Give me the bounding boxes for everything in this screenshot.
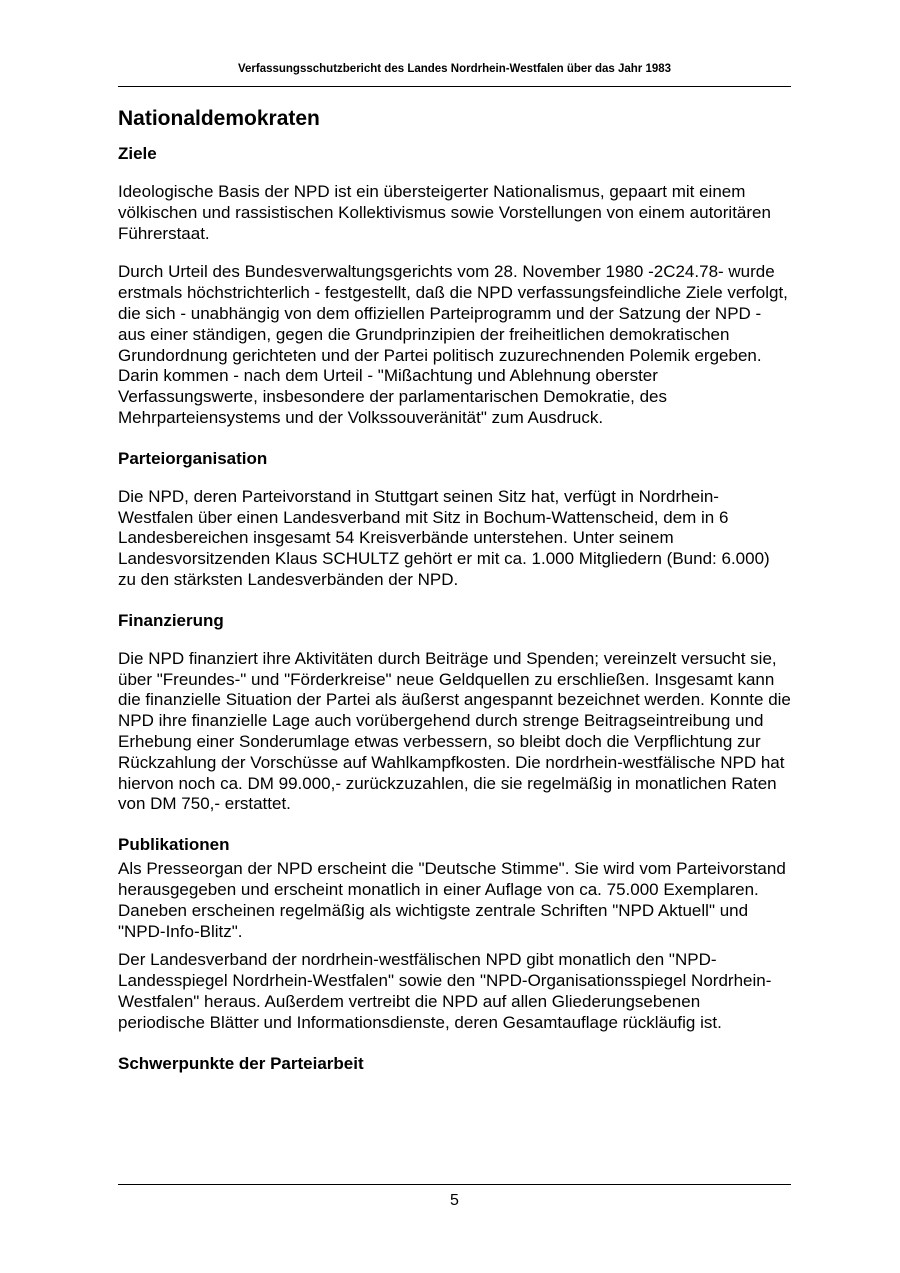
paragraph-ziele-1: Ideologische Basis der NPD ist ein übersteigerter Nationalismus, gepaart mit einem völkischen und rassistischen Kollektivismus sowie Vorstellungen von einem autoritären Führerstaat.: [118, 182, 771, 243]
page-number: 5: [450, 1192, 459, 1209]
footer-divider: [118, 1184, 791, 1185]
section-heading-schwerpunkte: Schwerpunkte der Parteiarbeit: [118, 1053, 364, 1073]
paragraph-ziele-2: Durch Urteil des Bundesverwaltungsgerichts vom 28. November 1980 -2C24.78- wurde erstmals höchstrichterlich - festgestellt, daß die NPD verfassungsfeindliche Ziele verfolgt, die sich - unabhängig von dem offiziellen Parteiprogramm und der Satzung der NPD - aus einer ständigen, gegen die Grundprinzipien der freiheitlichen demokratischen Grundordnung gerichteten und der Partei politisch zuzurechnenden Polemik ergeben. Darin kommen - nach dem Urteil - "Mißachtung und Ablehnung oberster Verfassungswerte, insbesondere der parlamentarischen Demokratie, des Mehrparteiensystems und der Volkssouveränität" zum Ausdruck.: [118, 262, 788, 427]
section-heading-finanzierung: Finanzierung: [118, 610, 224, 630]
paragraph-finanzierung-1: Die NPD finanziert ihre Aktivitäten durch Beiträge und Spenden; vereinzelt versucht sie, über "Freundes-" und "Förderkreise" neue Geldquellen zu erschließen. Insgesamt kann die finanzielle Situation der Partei als äußerst angespannt bezeichnet werden. Konnte die NPD ihre finanzielle Lage auch vorübergehend durch strenge Beitragseintreibung und Erhebung einer Sonderumlage etwas verbessern, so bleibt doch die Verpflichtung zur Rückzahlung der Vorschüsse auf Wahlkampfkosten. Die nordrhein-westfälische NPD hat hiervon noch ca. DM 99.000,- zurückzuzahlen, die sie regelmäßig in monatlichen Raten von DM 750,- erstattet.: [118, 648, 791, 814]
paragraph-publikationen-1: Als Presseorgan der NPD erscheint die "Deutsche Stimme". Sie wird vom Parteivorstand herausgegeben und erscheint monatlich in einer Auflage von ca. 75.000 Exemplaren. Daneben erscheinen regelmäßig als wichtigste zentrale Schriften "NPD Aktuell" und "NPD-Info-Blitz".: [118, 859, 786, 941]
running-header: Verfassungsschutzbericht des Landes Nordrhein-Westfalen über das Jahr 1983: [237, 63, 672, 75]
page-content: [118, 106, 791, 1074]
paragraph-parteiorganisation-1: Die NPD, deren Parteivorstand in Stuttgart seinen Sitz hat, verfügt in Nordrhein-Westfalen über einen Landesverband mit Sitz in Bochum-Wattenscheid, dem in 6 Landesbereichen insgesamt 54 Kreisverbände unterstehen. Unter seinem Landesvorsitzenden Klaus SCHULTZ gehört er mit ca. 1.000 Mitgliedern (Bund: 6.000) zu den stärksten Landesverbänden der NPD.: [118, 486, 770, 589]
section-heading-ziele: Ziele: [118, 144, 157, 163]
page-title: Nationaldemokraten: [118, 107, 320, 130]
header-divider: [118, 86, 791, 87]
section-heading-publikationen: Publikationen: [118, 835, 230, 855]
section-heading-parteiorganisation: Parteiorganisation: [118, 448, 268, 468]
paragraph-publikationen-2: Der Landesverband der nordrhein-westfälischen NPD gibt monatlich den "NPD-Landesspiegel Nordrhein-Westfalen" sowie den "NPD-Organisationsspiegel Nordrhein-Westfalen" heraus. Außerdem vertreibt die NPD auf allen Gliederungsebenen periodische Blätter und Informationsdienste, deren Gesamtauflage rückläufig ist.: [118, 950, 772, 1032]
